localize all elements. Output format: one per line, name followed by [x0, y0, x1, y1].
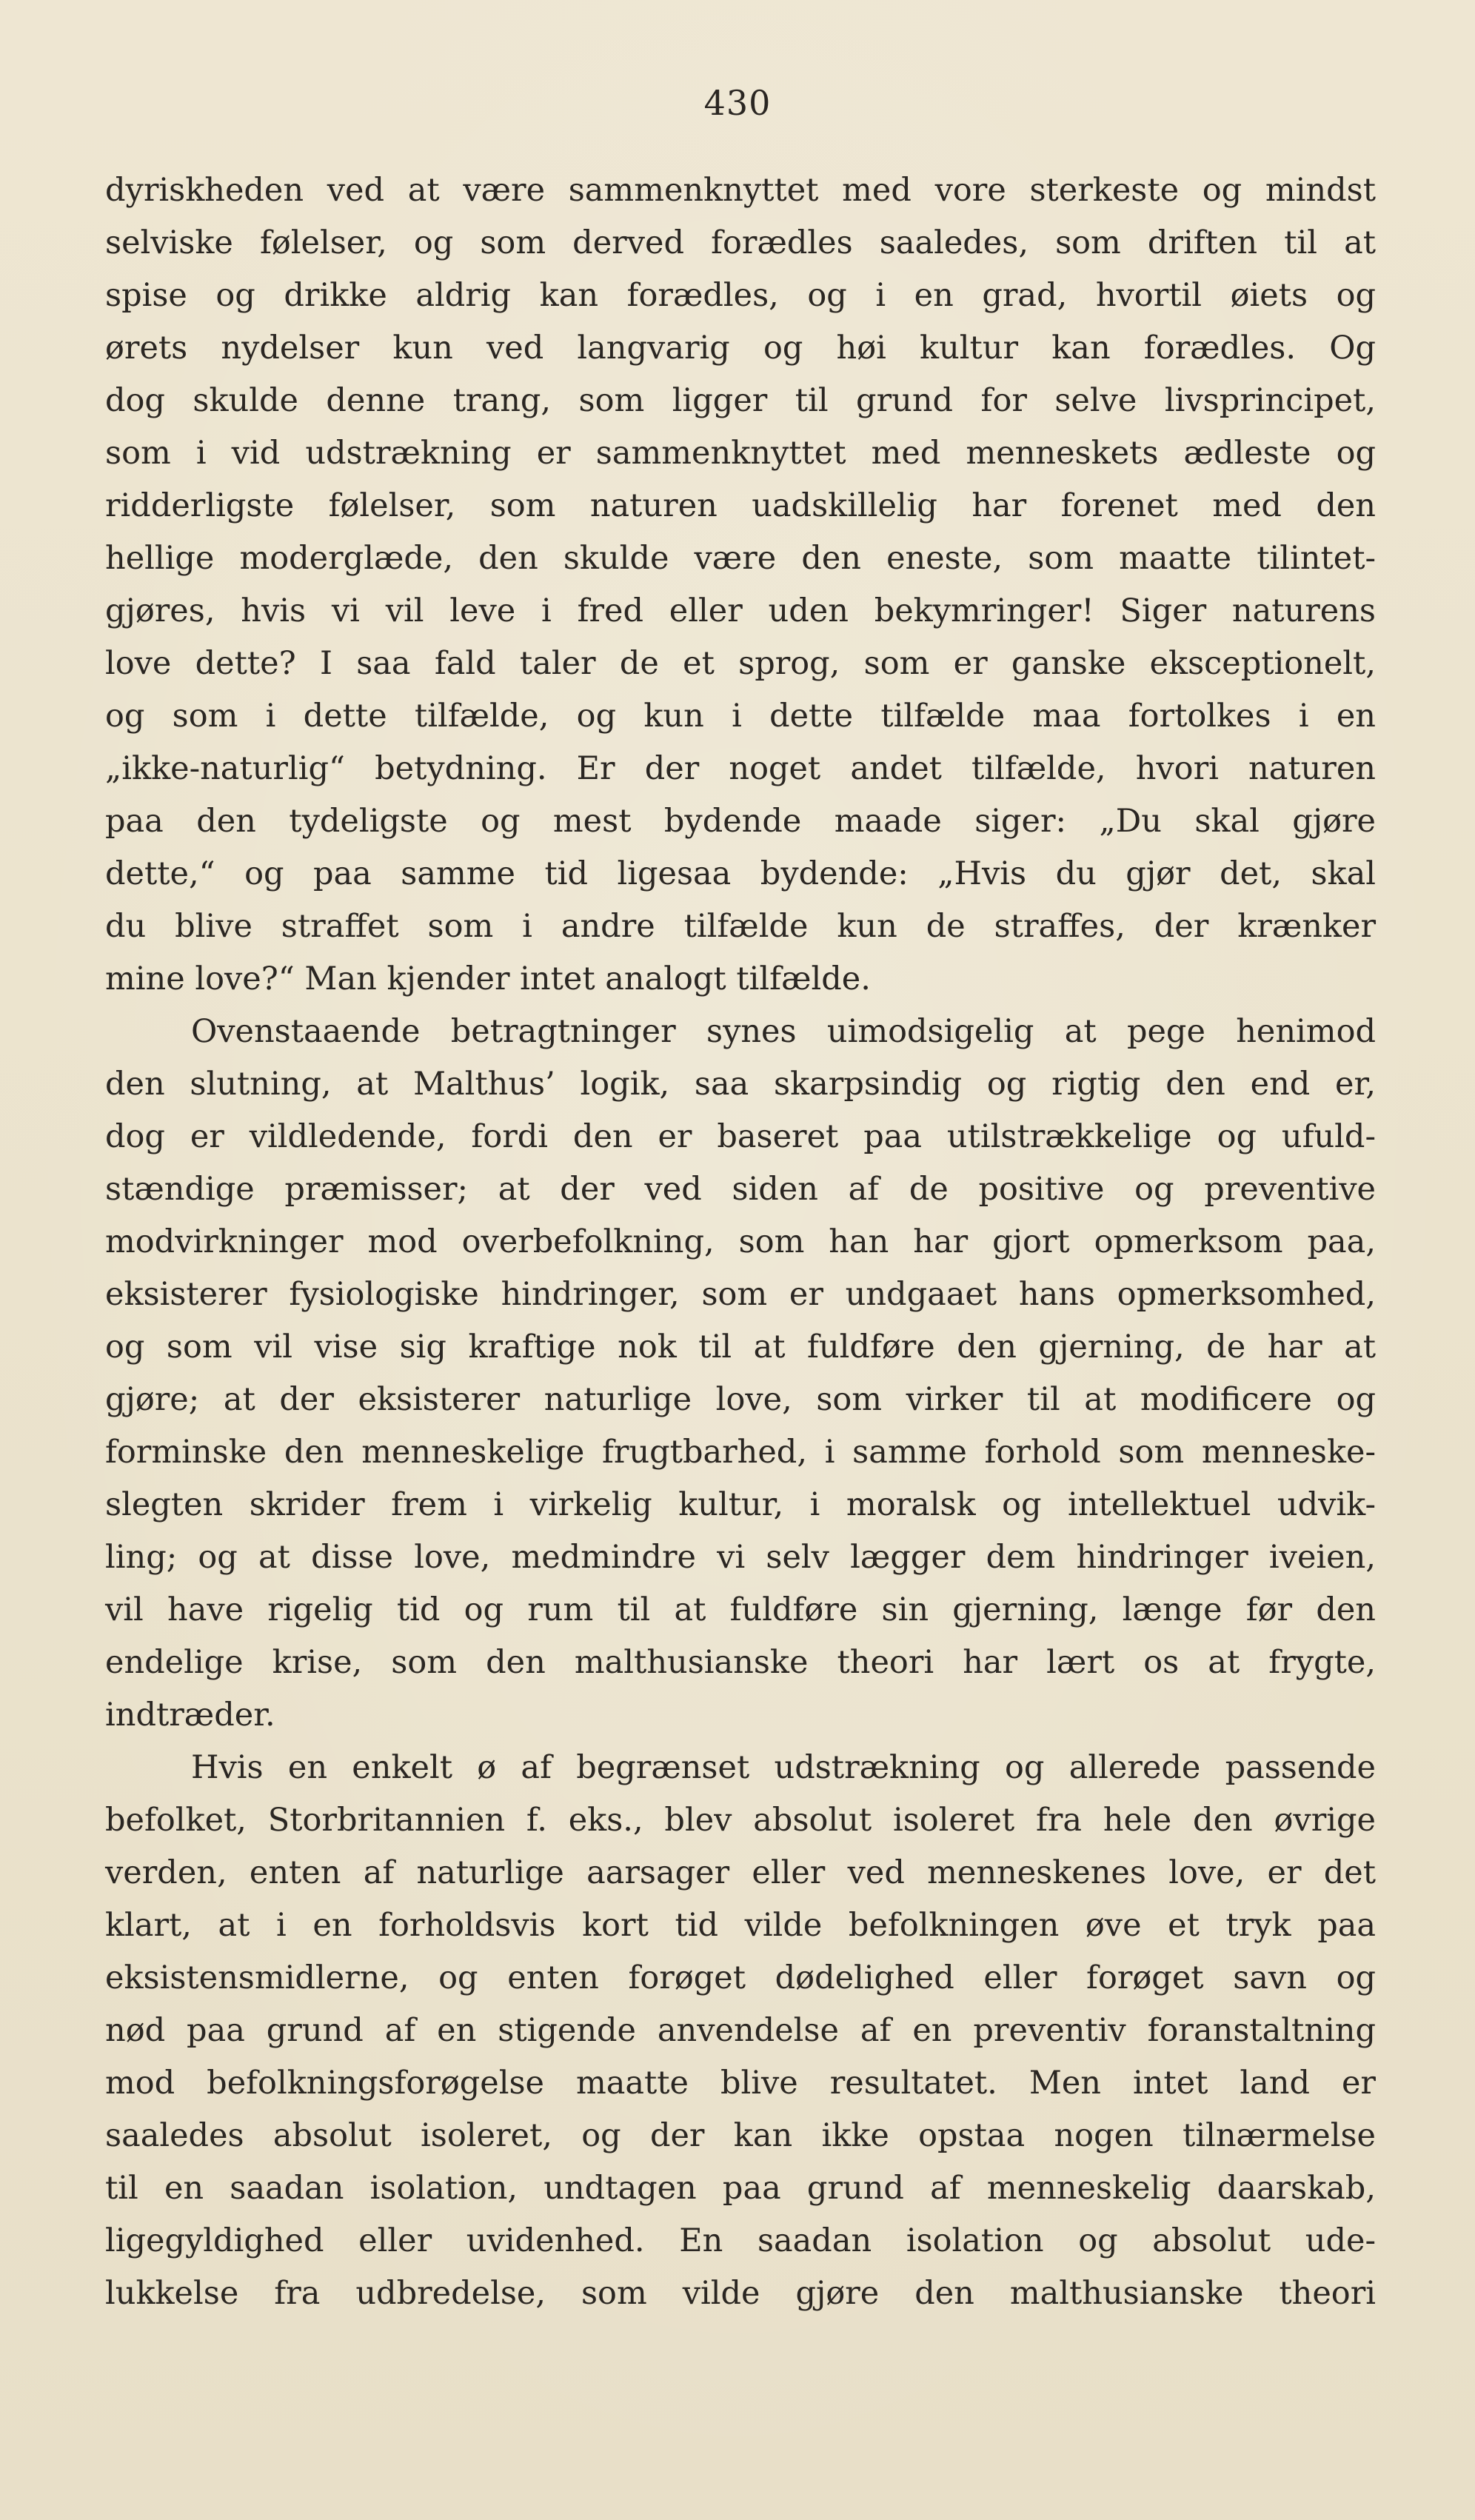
text-line: stændige præmisser; at der ved siden af de positive og preventive	[105, 1171, 1376, 1208]
text-line: du blive straffet som i andre tilfælde kun de straffes, der krænker	[105, 908, 1376, 945]
text-line: verden, enten af naturlige aarsager eller ved menneskenes love, er det	[105, 1854, 1376, 1891]
text-line: indtræder.	[105, 1697, 275, 1734]
text-line: „ikke-naturlig“ betydning. Er der noget andet tilfælde, hvori naturen	[105, 750, 1376, 787]
text-line: Hvis en enkelt ø af begrænset udstrækning og allerede passende	[191, 1749, 1376, 1786]
text-line: gjøres, hvis vi vil leve i fred eller uden bekymringer! Siger naturens	[105, 592, 1376, 629]
text-line: vil have rigelig tid og rum til at fuldføre sin gjerning, længe før den	[105, 1591, 1376, 1628]
text-line: dyriskheden ved at være sammenknyttet med vore sterkeste og mindst	[105, 172, 1376, 209]
text-line: dette,“ og paa samme tid ligesaa bydende: „Hvis du gjør det, skal	[105, 855, 1376, 892]
text-line: og som vil vise sig kraftige nok til at fuldføre den gjerning, de har at	[105, 1328, 1376, 1366]
page-number: 430	[703, 83, 772, 123]
text-line: til en saadan isolation, undtagen paa grund af menneskelig daarskab,	[105, 2170, 1376, 2207]
text-line: ridderligste følelser, som naturen uadskillelig har forenet med den	[105, 487, 1376, 524]
text-line: ligegyldighed eller uvidenhed. En saadan isolation og absolut ude-	[105, 2222, 1376, 2259]
text-line: eksistensmidlerne, og enten forøget dødelighed eller forøget savn og	[105, 1959, 1376, 1996]
text-line: den slutning, at Malthus’ logik, saa skarpsindig og rigtig den end er,	[105, 1066, 1376, 1103]
text-line: klart, at i en forholdsvis kort tid vilde befolkningen øve et tryk paa	[105, 1907, 1376, 1944]
text-line: selviske følelser, og som derved forædles saaledes, som driften til at	[105, 224, 1376, 261]
text-line: Ovenstaaende betragtninger synes uimodsigelig at pege henimod	[191, 1013, 1376, 1050]
text-line: befolket, Storbritannien f. eks., blev absolut isoleret fra hele den øvrige	[105, 1802, 1376, 1839]
text-line: nød paa grund af en stigende anvendelse af en preventiv foranstaltning	[105, 2012, 1376, 2049]
text-line: mine love?“ Man kjender intet analogt tilfælde.	[105, 960, 871, 997]
text-line: endelige krise, som den malthusianske theori har lært os at frygte,	[105, 1644, 1376, 1681]
text-line: saaledes absolut isoleret, og der kan ikke opstaa nogen tilnærmelse	[105, 2117, 1376, 2154]
text-line: modvirkninger mod overbefolkning, som han har gjort opmerksom paa,	[105, 1223, 1376, 1260]
text-line: love dette? I saa fald taler de et sprog, som er ganske eksceptionelt,	[105, 645, 1376, 682]
body-text	[105, 164, 1376, 2320]
text-line: paa den tydeligste og mest bydende maade siger: „Du skal gjøre	[105, 803, 1376, 840]
text-line: spise og drikke aldrig kan forædles, og i en grad, hvortil øiets og	[105, 277, 1376, 314]
text-line: hellige moderglæde, den skulde være den eneste, som maatte tilintet-	[105, 540, 1376, 577]
text-line: ørets nydelser kun ved langvarig og høi kultur kan forædles. Og	[105, 330, 1376, 367]
text-line: dog er vildledende, fordi den er baseret paa utilstrækkelige og ufuld-	[105, 1118, 1376, 1155]
text-line: eksisterer fysiologiske hindringer, som er undgaaet hans opmerksomhed,	[105, 1276, 1376, 1313]
text-line: som i vid udstrækning er sammenknyttet med menneskets ædleste og	[105, 435, 1376, 472]
text-line: mod befolkningsforøgelse maatte blive resultatet. Men intet land er	[105, 2065, 1376, 2102]
text-line: ling; og at disse love, medmindre vi selv lægger dem hindringer iveien,	[105, 1539, 1376, 1576]
text-line: gjøre; at der eksisterer naturlige love, som virker til at modificere og	[105, 1381, 1376, 1418]
text-line: lukkelse fra udbredelse, som vilde gjøre den malthusianske theori	[105, 2275, 1376, 2312]
text-line: slegten skrider frem i virkelig kultur, i moralsk og intellektuel udvik-	[105, 1486, 1376, 1523]
text-line: dog skulde denne trang, som ligger til grund for selve livsprincipet,	[105, 382, 1376, 419]
text-line: og som i dette tilfælde, og kun i dette tilfælde maa fortolkes i en	[105, 698, 1376, 735]
text-line: forminske den menneskelige frugtbarhed, i samme forhold som menneske-	[105, 1434, 1376, 1471]
